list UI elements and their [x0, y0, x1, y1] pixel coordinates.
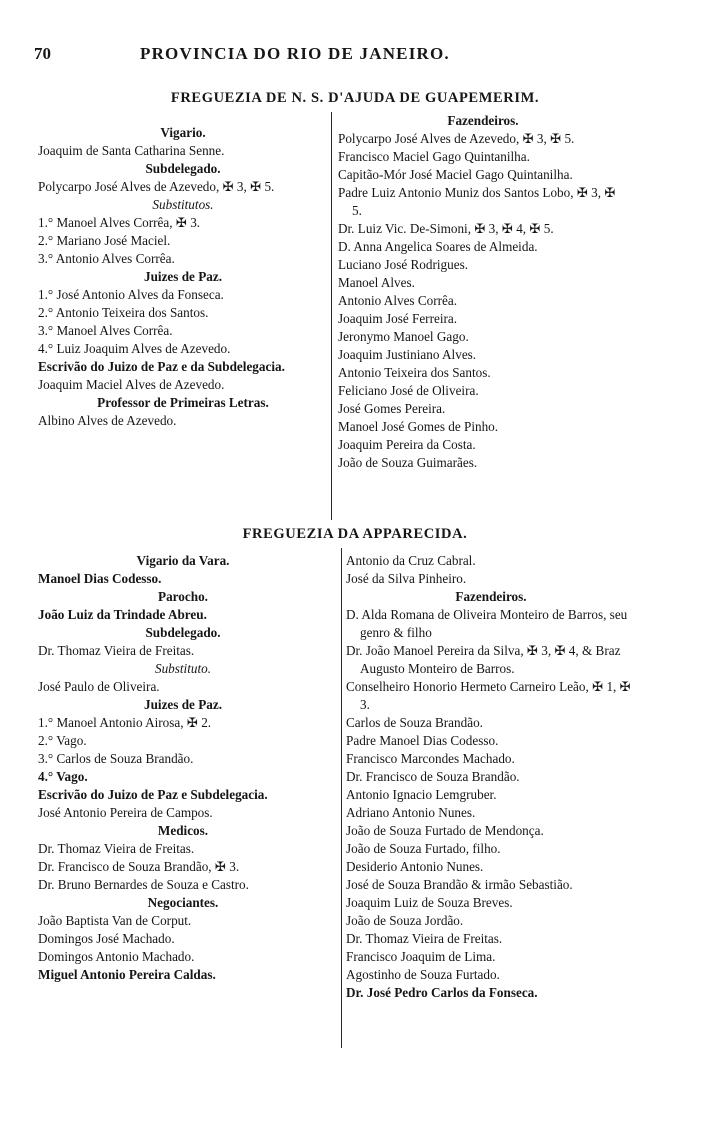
running-head	[30, 44, 680, 68]
directory-entry: João Baptista Van de Corput.	[38, 913, 192, 928]
directory-entry: Padre Manoel Dias Codesso.	[346, 733, 499, 748]
directory-entry: Polycarpo José Alves de Azevedo, ✠ 3, ✠ 5.	[38, 179, 275, 194]
section-title-guapemerim: FREGUEZIA DE N. S. D'AJUDA DE GUAPEMERIM.	[170, 90, 540, 106]
directory-entry: José da Silva Pinheiro.	[346, 571, 467, 586]
directory-entry: 4.° Luiz Joaquim Alves de Azevedo.	[38, 341, 231, 356]
directory-entry: Miguel Antonio Pereira Caldas.	[38, 967, 216, 982]
directory-entry: Antonio da Cruz Cabral.	[346, 553, 476, 568]
directory-entry: Joaquim Luiz de Souza Breves.	[346, 895, 513, 910]
directory-entry: Dr. José Pedro Carlos da Fonseca.	[346, 985, 538, 1000]
directory-entry: Feliciano José de Oliveira.	[338, 383, 479, 398]
apparecida-right-column	[346, 552, 636, 1002]
directory-entry: Padre Luiz Antonio Muniz dos Santos Lobo, ✠ 3, ✠ 5.	[338, 185, 616, 218]
directory-entry: João de Souza Furtado, filho.	[346, 841, 501, 856]
directory-entry: Antonio Ignacio Lemgruber.	[346, 787, 497, 802]
directory-entry: Carlos de Souza Brandão.	[346, 715, 483, 730]
directory-entry: Dr. Francisco de Souza Brandão, ✠ 3.	[38, 859, 240, 874]
directory-entry: João de Souza Guimarães.	[338, 455, 478, 470]
directory-entry: Dr. Francisco de Souza Brandão.	[346, 769, 520, 784]
directory-entry: Manoel Alves.	[338, 275, 415, 290]
directory-entry: Antonio Teixeira dos Santos.	[338, 365, 491, 380]
directory-entry: Francisco Joaquim de Lima.	[346, 949, 496, 964]
directory-entry: D. Alda Romana de Oliveira Monteiro de Barros, seu genro & filho	[346, 607, 628, 640]
category-heading: Substitutos.	[152, 197, 214, 212]
directory-entry: Manoel Dias Codesso.	[38, 571, 162, 586]
guapemerim-right-column	[338, 112, 628, 472]
directory-entry: Capitão-Mór José Maciel Gago Quintanilha.	[338, 167, 573, 182]
category-heading: Juizes de Paz.	[143, 697, 222, 712]
directory-entry: Desiderio Antonio Nunes.	[346, 859, 484, 874]
directory-entry: 3.° Carlos de Souza Brandão.	[38, 751, 194, 766]
directory-entry: Jeronymo Manoel Gago.	[338, 329, 469, 344]
directory-entry: Conselheiro Honorio Hermeto Carneiro Leão, ✠ 1, ✠ 3.	[346, 679, 631, 712]
category-heading: Medicos.	[157, 823, 209, 838]
directory-entry: Luciano José Rodrigues.	[338, 257, 469, 272]
page-number: 70	[34, 44, 51, 63]
directory-entry: Polycarpo José Alves de Azevedo, ✠ 3, ✠ 5.	[338, 131, 575, 146]
directory-entry: Joaquim de Santa Catharina Senne.	[38, 143, 225, 158]
directory-entry: Dr. Luiz Vic. De-Simoni, ✠ 3, ✠ 4, ✠ 5.	[338, 221, 554, 236]
directory-entry: Domingos José Machado.	[38, 931, 175, 946]
directory-entry: Joaquim Maciel Alves de Azevedo.	[38, 377, 225, 392]
directory-entry: Dr. Thomaz Vieira de Freitas.	[38, 841, 195, 856]
directory-entry: Dr. João Manoel Pereira da Silva, ✠ 3, ✠ 4, & Braz Augusto Monteiro de Barros.	[346, 643, 621, 676]
category-heading: Subdelegado.	[145, 161, 221, 176]
category-heading: Negociantes.	[147, 895, 219, 910]
directory-entry: José Antonio Pereira de Campos.	[38, 805, 213, 820]
directory-entry: José de Souza Brandão & irmão Sebastião.	[346, 877, 573, 892]
column-rule	[341, 548, 342, 1048]
directory-entry: Manoel José Gomes de Pinho.	[338, 419, 499, 434]
section-title-apparecida: FREGUEZIA DA APPARECIDA.	[242, 526, 468, 542]
directory-entry: Agostinho de Souza Furtado.	[346, 967, 500, 982]
category-heading: Parocho.	[158, 589, 208, 604]
running-title: PROVINCIA DO RIO DE JANEIRO.	[140, 44, 450, 63]
directory-entry: 2.° Mariano José Maciel.	[38, 233, 171, 248]
category-heading: Escrivão do Juizo de Paz e da Subdelegacia.	[38, 359, 285, 374]
directory-entry: Antonio Alves Corrêa.	[338, 293, 458, 308]
directory-entry: 2.° Antonio Teixeira dos Santos.	[38, 305, 209, 320]
directory-entry: Dr. Thomaz Vieira de Freitas.	[346, 931, 503, 946]
directory-entry: Francisco Maciel Gago Quintanilha.	[338, 149, 530, 164]
directory-entry: João de Souza Furtado de Mendonça.	[346, 823, 544, 838]
directory-entry: Adriano Antonio Nunes.	[346, 805, 476, 820]
directory-entry: 4.° Vago.	[38, 769, 88, 784]
category-heading: Fazendeiros.	[455, 589, 527, 604]
directory-entry: Dr. Thomaz Vieira de Freitas.	[38, 643, 195, 658]
category-heading: Vigario da Vara.	[136, 553, 230, 568]
directory-entry: 3.° Antonio Alves Corrêa.	[38, 251, 175, 266]
directory-entry: Joaquim Justiniano Alves.	[338, 347, 477, 362]
category-heading: Substituto.	[154, 661, 212, 676]
directory-entry: José Gomes Pereira.	[338, 401, 446, 416]
category-heading: Professor de Primeiras Letras.	[97, 395, 269, 410]
directory-entry: Domingos Antonio Machado.	[38, 949, 195, 964]
directory-entry: D. Anna Angelica Soares de Almeida.	[338, 239, 538, 254]
guapemerim-left-column	[38, 124, 328, 430]
directory-entry: Joaquim José Ferreira.	[338, 311, 458, 326]
category-heading: Vigario.	[160, 125, 206, 140]
directory-entry: 1.° José Antonio Alves da Fonseca.	[38, 287, 224, 302]
category-heading: Escrivão do Juizo de Paz e Subdelegacia.	[38, 787, 268, 802]
directory-entry: 1.° Manoel Antonio Airosa, ✠ 2.	[38, 715, 212, 730]
directory-entry: 2.° Vago.	[38, 733, 87, 748]
category-heading: Juizes de Paz.	[143, 269, 222, 284]
directory-entry: 1.° Manoel Alves Corrêa, ✠ 3.	[38, 215, 201, 230]
directory-entry: João de Souza Jordão.	[346, 913, 464, 928]
directory-entry: 3.° Manoel Alves Corrêa.	[38, 323, 173, 338]
category-heading: Subdelegado.	[145, 625, 221, 640]
apparecida-left-column	[38, 552, 328, 984]
directory-entry: João Luiz da Trindade Abreu.	[38, 607, 207, 622]
directory-entry: Joaquim Pereira da Costa.	[338, 437, 476, 452]
directory-entry: Dr. Bruno Bernardes de Souza e Castro.	[38, 877, 249, 892]
directory-entry: Albino Alves de Azevedo.	[38, 413, 177, 428]
category-heading: Fazendeiros.	[447, 113, 519, 128]
directory-entry: José Paulo de Oliveira.	[38, 679, 160, 694]
column-rule	[331, 112, 332, 520]
directory-entry: Francisco Marcondes Machado.	[346, 751, 515, 766]
